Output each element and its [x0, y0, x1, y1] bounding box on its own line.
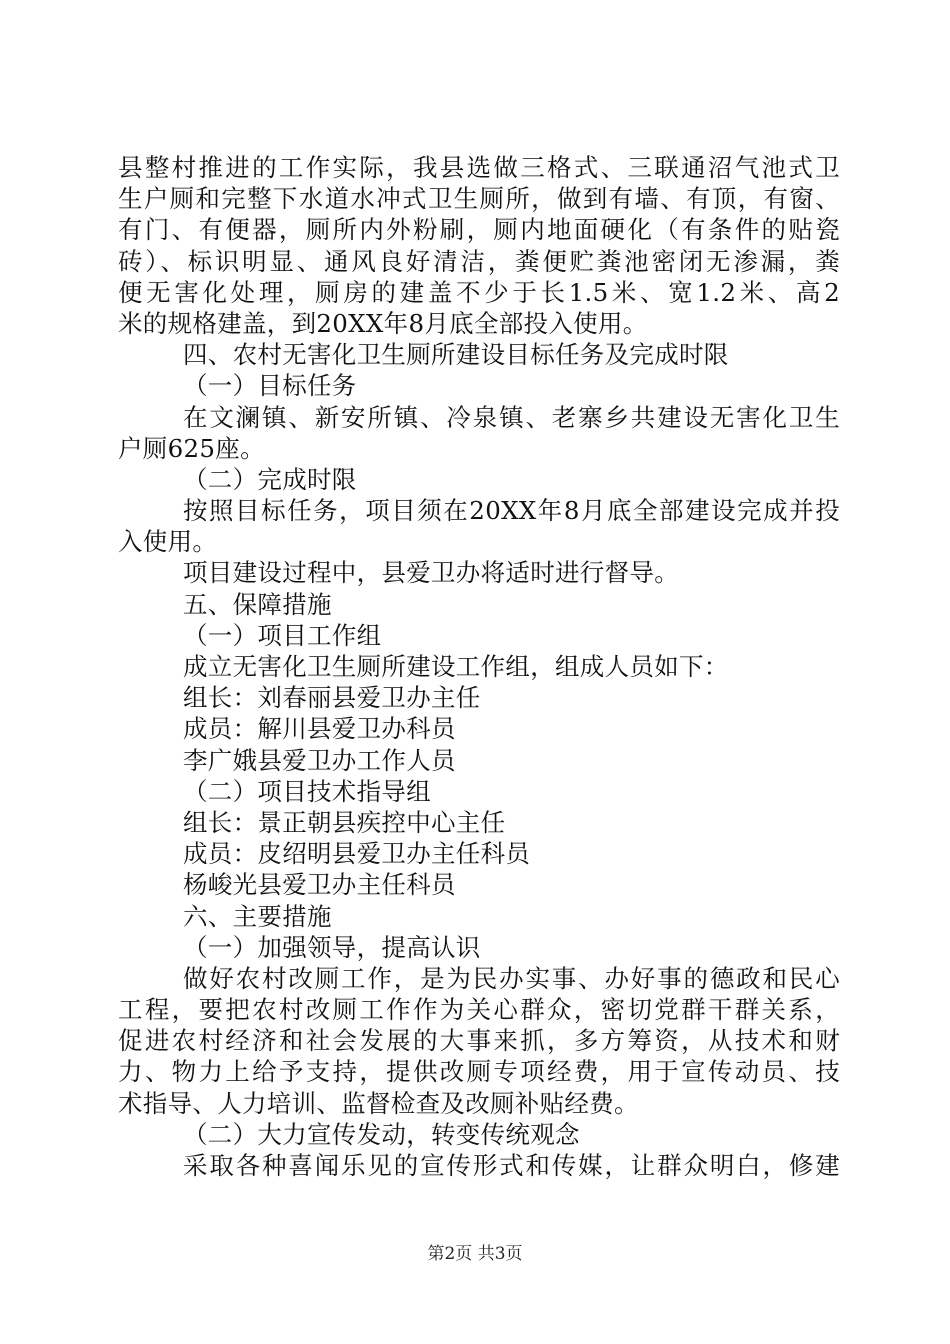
text-line: 按照目标任务，项目须在20XX年8月底全部建设完成并投: [183, 496, 840, 526]
text-line: 砖）、标识明显、通风良好清洁，粪便贮粪池密闭无渗漏，粪: [118, 246, 840, 276]
text-line: 成员：解川县爱卫办科员: [183, 714, 456, 744]
text-line: 项目建设过程中，县爱卫办将适时进行督导。: [183, 558, 679, 588]
text-line: 四、农村无害化卫生厕所建设目标任务及完成时限: [183, 340, 729, 370]
text-line: 户厕625座。: [118, 433, 265, 463]
text-line: 组长：景正朝县疾控中心主任: [183, 807, 506, 837]
text-line: 成员：皮绍明县爱卫办主任科员: [183, 839, 531, 869]
text-line: 工程，要把农村改厕工作作为关心群众，密切党群干群关系，: [118, 995, 840, 1025]
text-line: （二）完成时限: [183, 464, 357, 494]
body-text: [118, 152, 840, 1181]
text-line: 有门、有便器，厕所内外粉刷，厕内地面硬化（有条件的贴瓷: [118, 215, 840, 245]
text-line: （一）项目工作组: [183, 620, 382, 650]
text-line: （一）加强领导，提高认识: [183, 932, 481, 962]
page-footer: 第2页 共3页: [427, 1244, 523, 1264]
text-line: 县整村推进的工作实际，我县选做三格式、三联通沼气池式卫: [118, 153, 840, 182]
text-line: 在文澜镇、新安所镇、冷泉镇、老寨乡共建设无害化卫生: [183, 402, 840, 432]
text-line: 组长：刘春丽县爱卫办主任: [183, 683, 481, 713]
text-line: （一）目标任务: [183, 371, 357, 401]
text-line: 促进农村经济和社会发展的大事来抓，多方筹资，从技术和财: [118, 1026, 840, 1056]
text-line: 六、主要措施: [183, 901, 332, 931]
text-line: 力、物力上给予支持，提供改厕专项经费，用于宣传动员、技: [118, 1057, 840, 1087]
text-line: 术指导、人力培训、监督检查及改厕补贴经费。: [118, 1088, 639, 1118]
text-line: 采取各种喜闻乐见的宣传形式和传媒，让群众明白，修建: [183, 1151, 840, 1180]
text-line: 李广娥县爱卫办工作人员: [183, 745, 456, 775]
text-line: （二）大力宣传发动，转变传统观念: [183, 1119, 580, 1149]
text-line: 便无害化处理，厕房的建盖不少于长1.5米、宽1.2米、高2: [118, 277, 840, 307]
text-line: 米的规格建盖，到20XX年8月底全部投入使用。: [118, 308, 648, 338]
text-line: 五、保障措施: [183, 589, 332, 619]
text-line: （二）项目技术指导组: [183, 776, 431, 806]
text-line: 生户厕和完整下水道水冲式卫生厕所，做到有墙、有顶，有窗、: [118, 184, 840, 214]
text-line: 做好农村改厕工作，是为民办实事、办好事的德政和民心: [183, 963, 840, 993]
text-line: 杨峻光县爱卫办主任科员: [183, 870, 456, 900]
text-line: 入使用。: [118, 527, 218, 557]
text-line: 成立无害化卫生厕所建设工作组，组成人员如下：: [183, 652, 729, 681]
